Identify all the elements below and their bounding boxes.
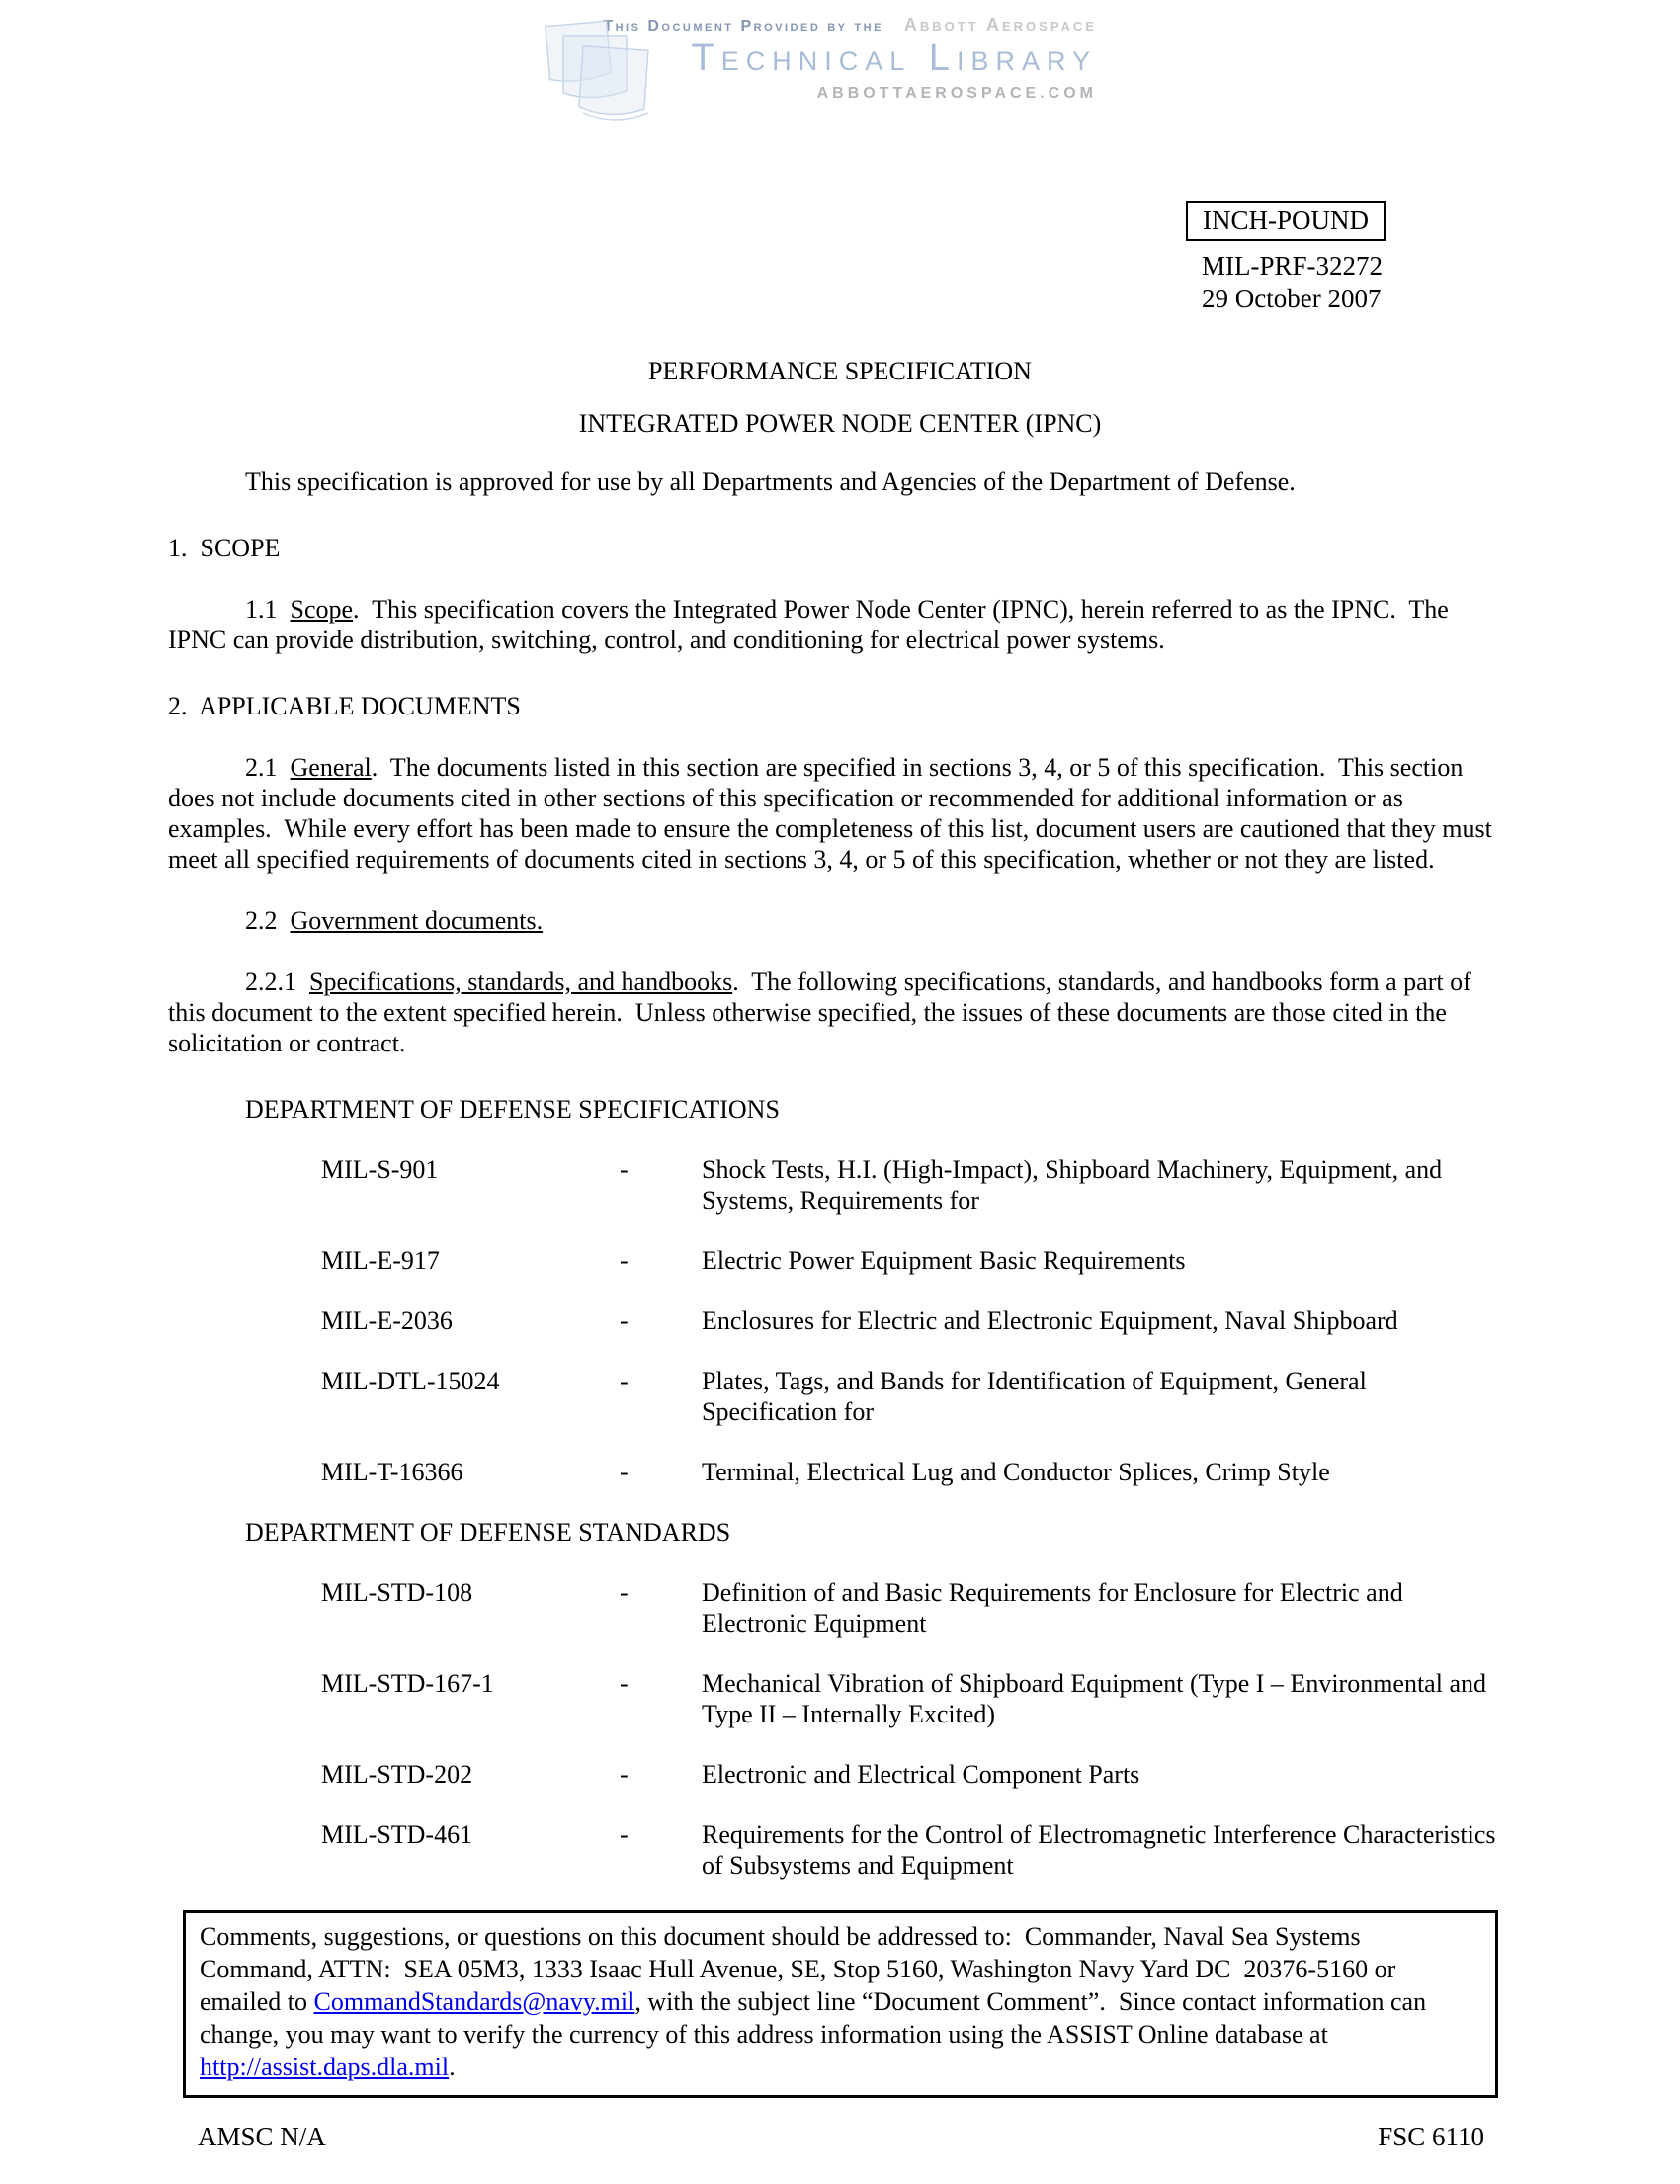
doc-description: Shock Tests, H.I. (High-Impact), Shipboard Machinery, Equipment, and Systems, Requirements for (702, 1155, 1443, 1215)
doc-code: MIL-DTL-15024 (321, 1367, 500, 1395)
library-logo (583, 10, 1097, 121)
document-body (168, 356, 1512, 2152)
logo-provided-text: This Document Provided by the (603, 18, 883, 35)
doc-code: MIL-STD-202 (321, 1760, 473, 1789)
dash-separator: - (620, 1458, 629, 1486)
comments-text-3: . (449, 2053, 456, 2081)
doc-code: MIL-E-2036 (321, 1306, 453, 1335)
doc-id-block (1186, 201, 1386, 313)
inch-pound-stamp (1186, 201, 1386, 241)
fsc-code: FSC 6110 (1378, 2122, 1484, 2151)
dod-specifications-heading: DEPARTMENT OF DEFENSE SPECIFICATIONS (245, 1095, 780, 1124)
table-row (321, 1245, 1512, 1276)
para-1-1-number: 1.1 (245, 595, 291, 624)
spec-title: PERFORMANCE SPECIFICATION (648, 357, 1032, 385)
assist-database-link[interactable]: http://assist.daps.dla.mil (200, 2053, 450, 2081)
inch-pound-label: INCH-POUND (1203, 206, 1369, 235)
logo-site-text: ABBOTTAEROSPACE.COM (816, 85, 1097, 102)
dod-specifications-list (168, 1154, 1512, 1487)
logo-brand-text: Abbott Aerospace (903, 15, 1097, 35)
comments-text-1: Comments, suggestions, or questions on this document should be addressed to: Commander, Naval Sea Systems Command, ATTN: SEA 05M3, 1333 Isaac Hull Avenue, SE, Stop 5160, Washington Navy Yard DC 20376-5160 or emailed to (200, 1922, 1402, 2016)
dash-separator: - (620, 1155, 629, 1184)
dash-separator: - (620, 1306, 629, 1335)
document-page (0, 10, 1680, 2184)
dash-separator: - (620, 1367, 629, 1395)
para-2-1-text: . The documents listed in this section are specified in sections 3, 4, or 5 of this specification. This section does not include documents cited in other sections of this specification or recommended for additional information or as examples. While every effort has been made to ensure the completeness of this list, document users are cautioned that they must meet all specified requirements of documents cited in sections 3, 4, or 5 of this specification, whether or not they are listed. (168, 753, 1499, 874)
dash-separator: - (620, 1246, 629, 1275)
table-row (321, 1305, 1512, 1336)
doc-code: MIL-STD-167-1 (321, 1669, 494, 1698)
table-row (321, 1457, 1512, 1487)
doc-description: Electronic and Electrical Component Parts (702, 1760, 1140, 1789)
table-row (321, 1577, 1512, 1638)
table-row (321, 1154, 1512, 1216)
doc-number: MIL-PRF-32272 (1202, 251, 1384, 281)
dod-standards-heading: DEPARTMENT OF DEFENSE STANDARDS (245, 1518, 731, 1547)
dash-separator: - (620, 1820, 629, 1849)
doc-code: MIL-S-901 (321, 1155, 439, 1184)
doc-code: MIL-E-917 (321, 1246, 440, 1275)
para-2-2-1 (168, 966, 1512, 1058)
para-2-1-number: 2.1 (245, 753, 291, 782)
para-2-2-number: 2.2 (245, 906, 291, 935)
approval-statement: This specification is approved for use by all Departments and Agencies of the Department of Defense. (245, 467, 1296, 496)
comments-box (183, 1910, 1498, 2098)
doc-description: Plates, Tags, and Bands for Identification of Equipment, General Specification for (702, 1367, 1367, 1426)
section-1-heading: 1. SCOPE (168, 534, 281, 562)
para-2-2-label: Government documents. (290, 906, 544, 935)
dod-standards-list (168, 1577, 1512, 1881)
para-2-2 (168, 905, 1512, 936)
amsc-code: AMSC N/A (198, 2122, 326, 2151)
dash-separator: - (620, 1760, 629, 1789)
doc-description: Electric Power Equipment Basic Requirements (702, 1246, 1186, 1275)
page-footer (168, 2122, 1512, 2152)
doc-description: Requirements for the Control of Electromagnetic Interference Characteristics of Subsystems and Equipment (702, 1820, 1496, 1880)
para-1-1 (168, 594, 1512, 655)
logo-title-text: Technical Library (691, 38, 1097, 79)
table-row (321, 1819, 1512, 1881)
doc-description: Definition of and Basic Requirements for Enclosure for Electric and Electronic Equipment (702, 1578, 1403, 1638)
doc-description: Terminal, Electrical Lug and Conductor Splices, Crimp Style (702, 1458, 1330, 1486)
doc-date: 29 October 2007 (1202, 284, 1382, 313)
table-row (321, 1759, 1512, 1790)
document-stack-icon (532, 16, 705, 136)
dash-separator: - (620, 1578, 629, 1607)
doc-code: MIL-STD-461 (321, 1820, 473, 1849)
spec-subtitle: INTEGRATED POWER NODE CENTER (IPNC) (578, 409, 1102, 438)
doc-description: Mechanical Vibration of Shipboard Equipment (Type I – Environmental and Type II – Internally Excited) (702, 1669, 1486, 1728)
doc-code: MIL-STD-108 (321, 1578, 473, 1607)
para-1-1-label: Scope (290, 595, 354, 624)
para-2-2-1-number: 2.2.1 (245, 967, 309, 996)
doc-description: Enclosures for Electric and Electronic Equipment, Naval Shipboard (702, 1306, 1398, 1335)
comments-text-2: , with the subject line “Document Comment”. Since contact information can change, you may want to verify the currency of this address information using the ASSIST Online database at (200, 1987, 1433, 2049)
para-1-1-text: . This specification covers the Integrated Power Node Center (IPNC), herein referred to as the IPNC. The IPNC can provide distribution, switching, control, and conditioning for electrical power systems. (168, 595, 1456, 654)
para-2-1-label: General (290, 753, 372, 782)
table-row (321, 1366, 1512, 1427)
doc-code: MIL-T-16366 (321, 1458, 463, 1486)
section-2-heading: 2. APPLICABLE DOCUMENTS (168, 692, 521, 720)
para-2-2-1-label: Specifications, standards, and handbooks (309, 967, 733, 996)
para-2-2-1-text: . The following specifications, standards, and handbooks form a part of this document to the extent specified herein. Unless otherwise specified, the issues of these documents are those cited in the solicitation or contract. (168, 967, 1478, 1057)
email-link[interactable]: CommandStandards@navy.mil (313, 1987, 635, 2016)
table-row (321, 1668, 1512, 1729)
para-2-1 (168, 752, 1512, 875)
dash-separator: - (620, 1669, 629, 1698)
